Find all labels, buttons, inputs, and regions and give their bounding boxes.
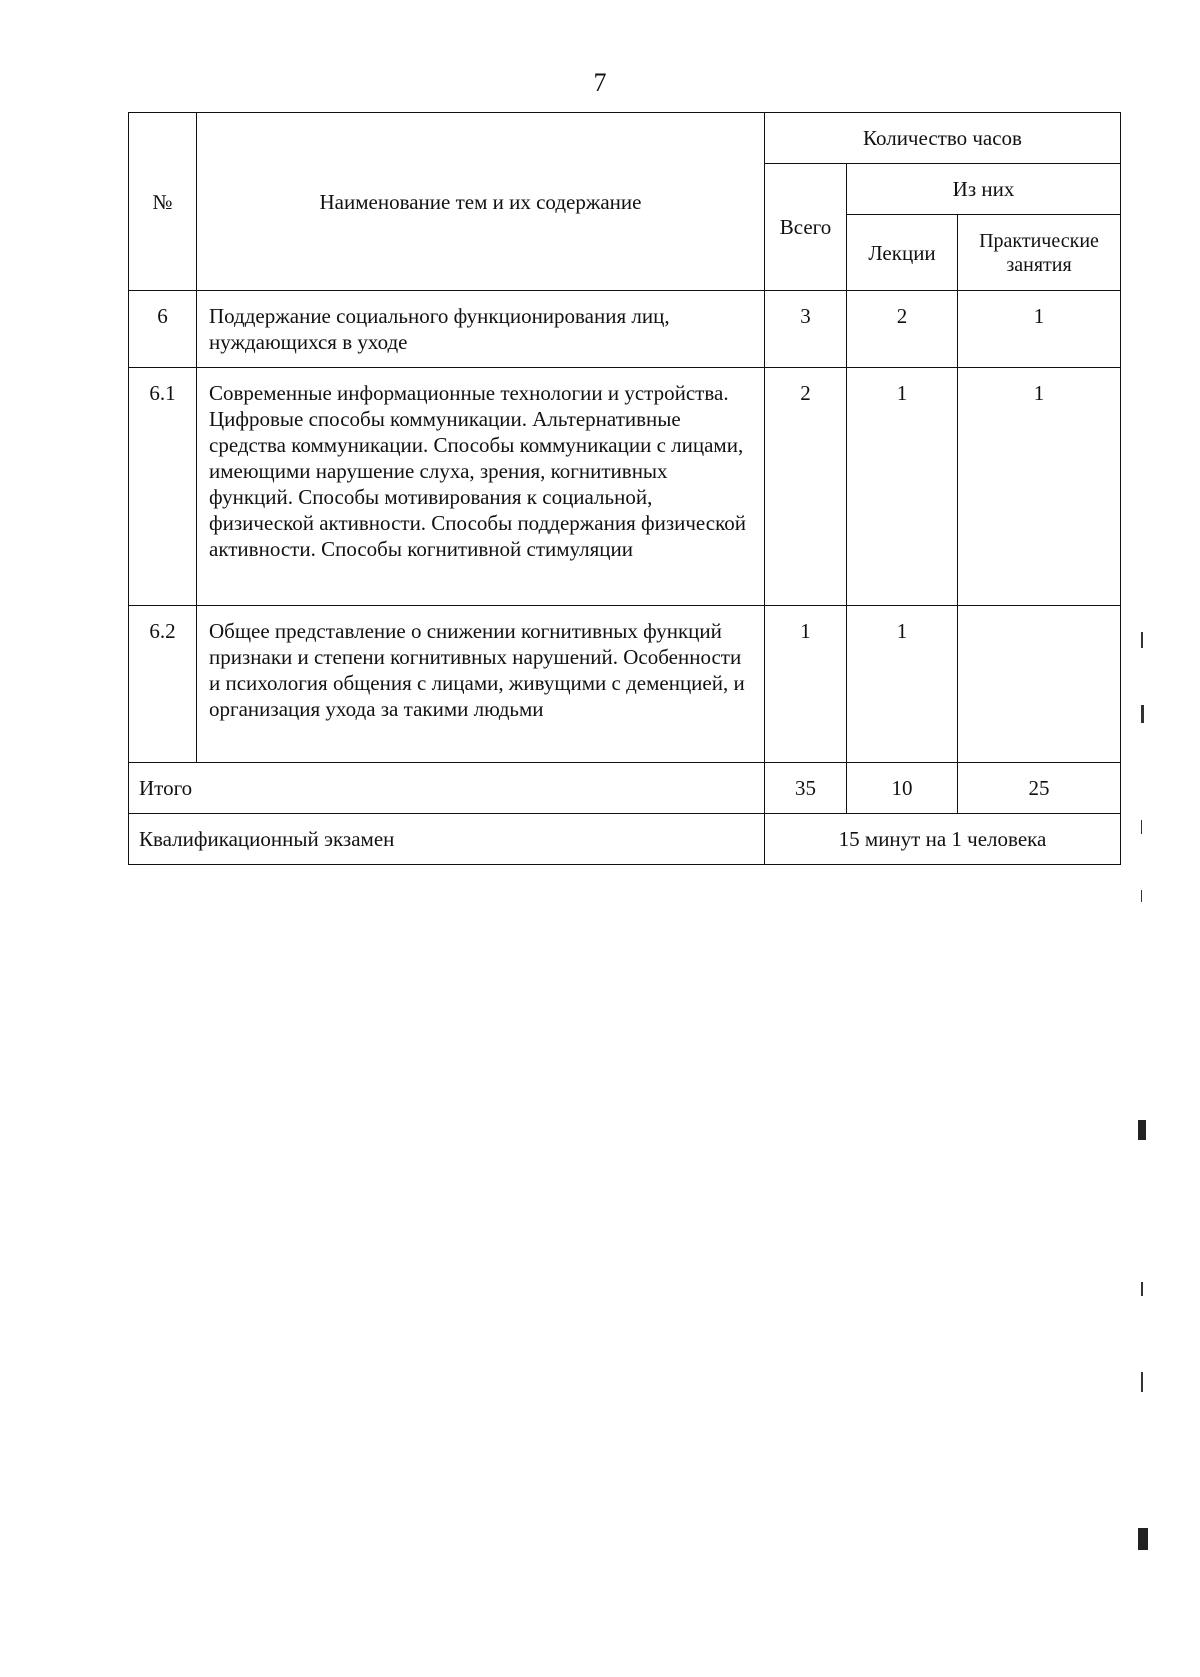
scan-speck <box>1138 1120 1146 1140</box>
header-lectures: Лекции <box>847 215 958 291</box>
row-lectures: 1 <box>847 368 958 606</box>
header-num: № <box>129 113 197 291</box>
row-total: 3 <box>765 291 847 368</box>
total-row <box>129 763 1121 814</box>
scan-speck <box>1141 1372 1143 1392</box>
total-practice: 25 <box>958 763 1121 814</box>
total-lectures: 10 <box>847 763 958 814</box>
total-label: Итого <box>129 763 765 814</box>
row-topic: Общее представление о снижении когнитивных функций признаки и степени когнитивных нарушений. Особенности и психология общения с лицами, живущими с деменцией, и организация ухода за такими людьми <box>197 606 765 763</box>
row-total: 1 <box>765 606 847 763</box>
row-total: 2 <box>765 368 847 606</box>
row-num: 6 <box>129 291 197 368</box>
row-practice: 1 <box>958 291 1121 368</box>
exam-value: 15 минут на 1 человека <box>765 814 1121 865</box>
table-row <box>129 291 1121 368</box>
row-lectures: 1 <box>847 606 958 763</box>
scan-speck <box>1141 1282 1143 1296</box>
header-practice: Практические занятия <box>958 215 1121 291</box>
curriculum-table <box>128 112 1121 865</box>
total-hours: 35 <box>765 763 847 814</box>
header-of-them: Из них <box>847 164 1121 215</box>
row-practice <box>958 606 1121 763</box>
page-number: 7 <box>593 68 607 97</box>
exam-label: Квалификационный экзамен <box>129 814 765 865</box>
table-row <box>129 368 1121 606</box>
table-row <box>129 606 1121 763</box>
row-num: 6.1 <box>129 368 197 606</box>
scan-speck <box>1141 632 1143 648</box>
exam-row <box>129 814 1121 865</box>
header-total: Всего <box>765 164 847 291</box>
scan-margin-marks <box>1140 0 1200 1677</box>
scan-speck <box>1141 820 1142 834</box>
row-lectures: 2 <box>847 291 958 368</box>
scan-speck <box>1141 705 1144 723</box>
row-num: 6.2 <box>129 606 197 763</box>
scan-speck <box>1138 1528 1148 1550</box>
row-topic: Поддержание социального функционирования лиц, нуждающихся в уходе <box>197 291 765 368</box>
row-practice: 1 <box>958 368 1121 606</box>
row-topic: Современные информационные технологии и устройства. Цифровые способы коммуникации. Альтернативные средства коммуникации. Способы коммуникации с лицами, имеющими нарушение слуха, зрения, когнитивных функций. Способы мотивирования к социальной, физической активности. Способы поддержания физической активности. Способы когнитивной стимуляции <box>197 368 765 606</box>
header-topic: Наименование тем и их содержание <box>197 113 765 291</box>
header-hours: Количество часов <box>765 113 1121 164</box>
scan-speck <box>1141 890 1142 902</box>
